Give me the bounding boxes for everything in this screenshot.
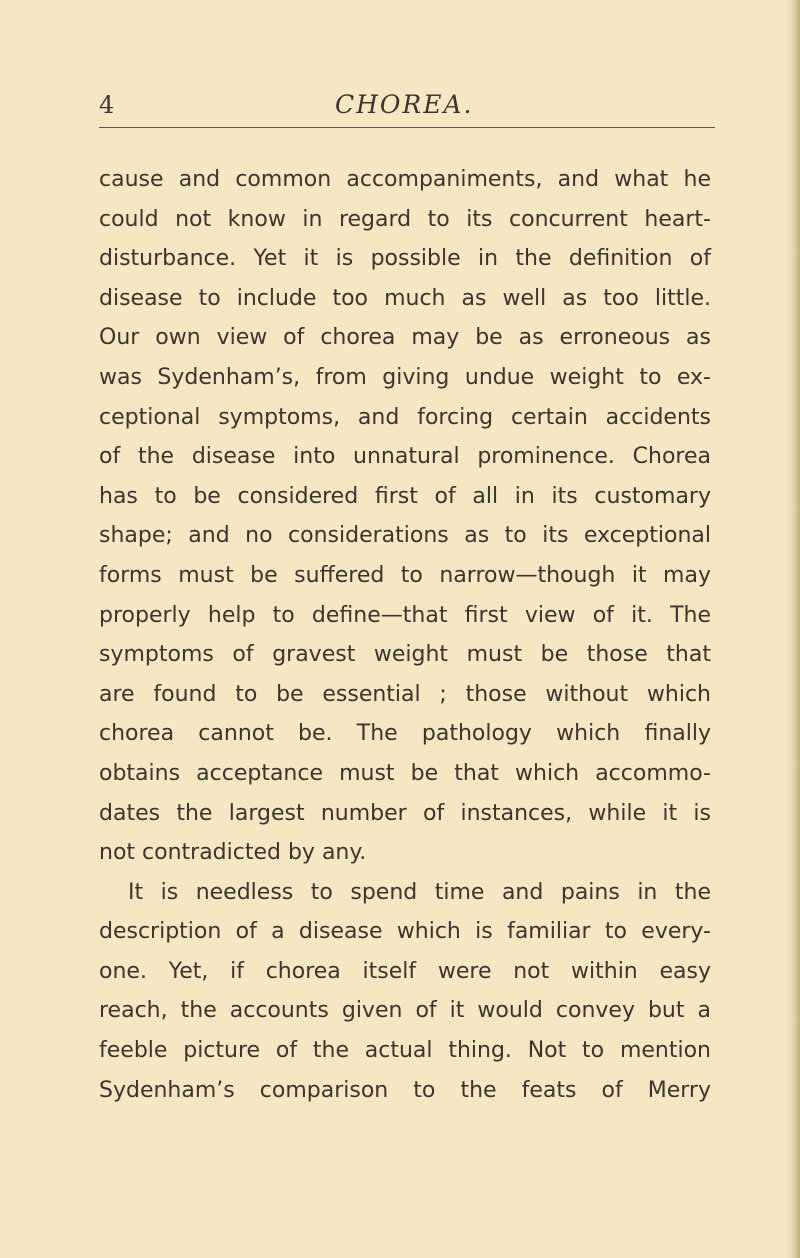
- text-line: could not know in regard to its concurrent heart-: [99, 206, 711, 232]
- page-header: [99, 88, 719, 122]
- header-rule: [99, 127, 715, 128]
- page-edge-shadow: [786, 0, 800, 1258]
- text-line: cause and common accompaniments, and what he: [99, 167, 711, 192]
- text-line: Sydenham’s comparison to the feats of Merry: [99, 1077, 711, 1103]
- running-title: CHOREA.: [335, 90, 474, 119]
- text-line: chorea cannot be. The pathology which finally: [99, 721, 711, 747]
- paragraph-1: [99, 160, 711, 873]
- text-line: of the disease into unnatural prominence. Chorea: [99, 444, 711, 470]
- paragraph-2: [99, 873, 711, 1111]
- text-line: not contradicted by any.: [99, 840, 367, 866]
- text-line: dates the largest number of instances, while it is: [99, 800, 711, 826]
- text-line: one. Yet, if chorea itself were not within easy: [99, 958, 711, 984]
- text-line: symptoms of gravest weight must be those that: [99, 642, 711, 668]
- text-line: It is needless to spend time and pains in the: [128, 879, 711, 905]
- page-number: 4: [99, 91, 115, 119]
- text-line: reach, the accounts given of it would convey but a: [99, 998, 711, 1024]
- body-text: [99, 160, 711, 1110]
- text-line: shape; and no considerations as to its exceptional: [99, 523, 711, 549]
- text-line: obtains acceptance must be that which accommo-: [99, 760, 711, 786]
- text-line: feeble picture of the actual thing. Not to mention: [99, 1038, 711, 1064]
- text-line: forms must be suffered to narrow—though it may: [99, 562, 711, 588]
- text-line: was Sydenham’s, from giving undue weight to ex-: [99, 364, 711, 390]
- text-line: Our own view of chorea may be as erroneous as: [99, 325, 711, 351]
- text-line: ceptional symptoms, and forcing certain accidents: [99, 404, 711, 430]
- text-line: disease to include too much as well as too little.: [99, 285, 711, 311]
- text-line: has to be considered first of all in its customary: [99, 483, 711, 509]
- text-line: disturbance. Yet it is possible in the definition of: [99, 246, 711, 272]
- text-line: are found to be essential ; those without which: [99, 681, 711, 707]
- text-line: properly help to define—that first view of it. The: [99, 602, 711, 628]
- text-line: description of a disease which is familiar to every-: [99, 919, 711, 945]
